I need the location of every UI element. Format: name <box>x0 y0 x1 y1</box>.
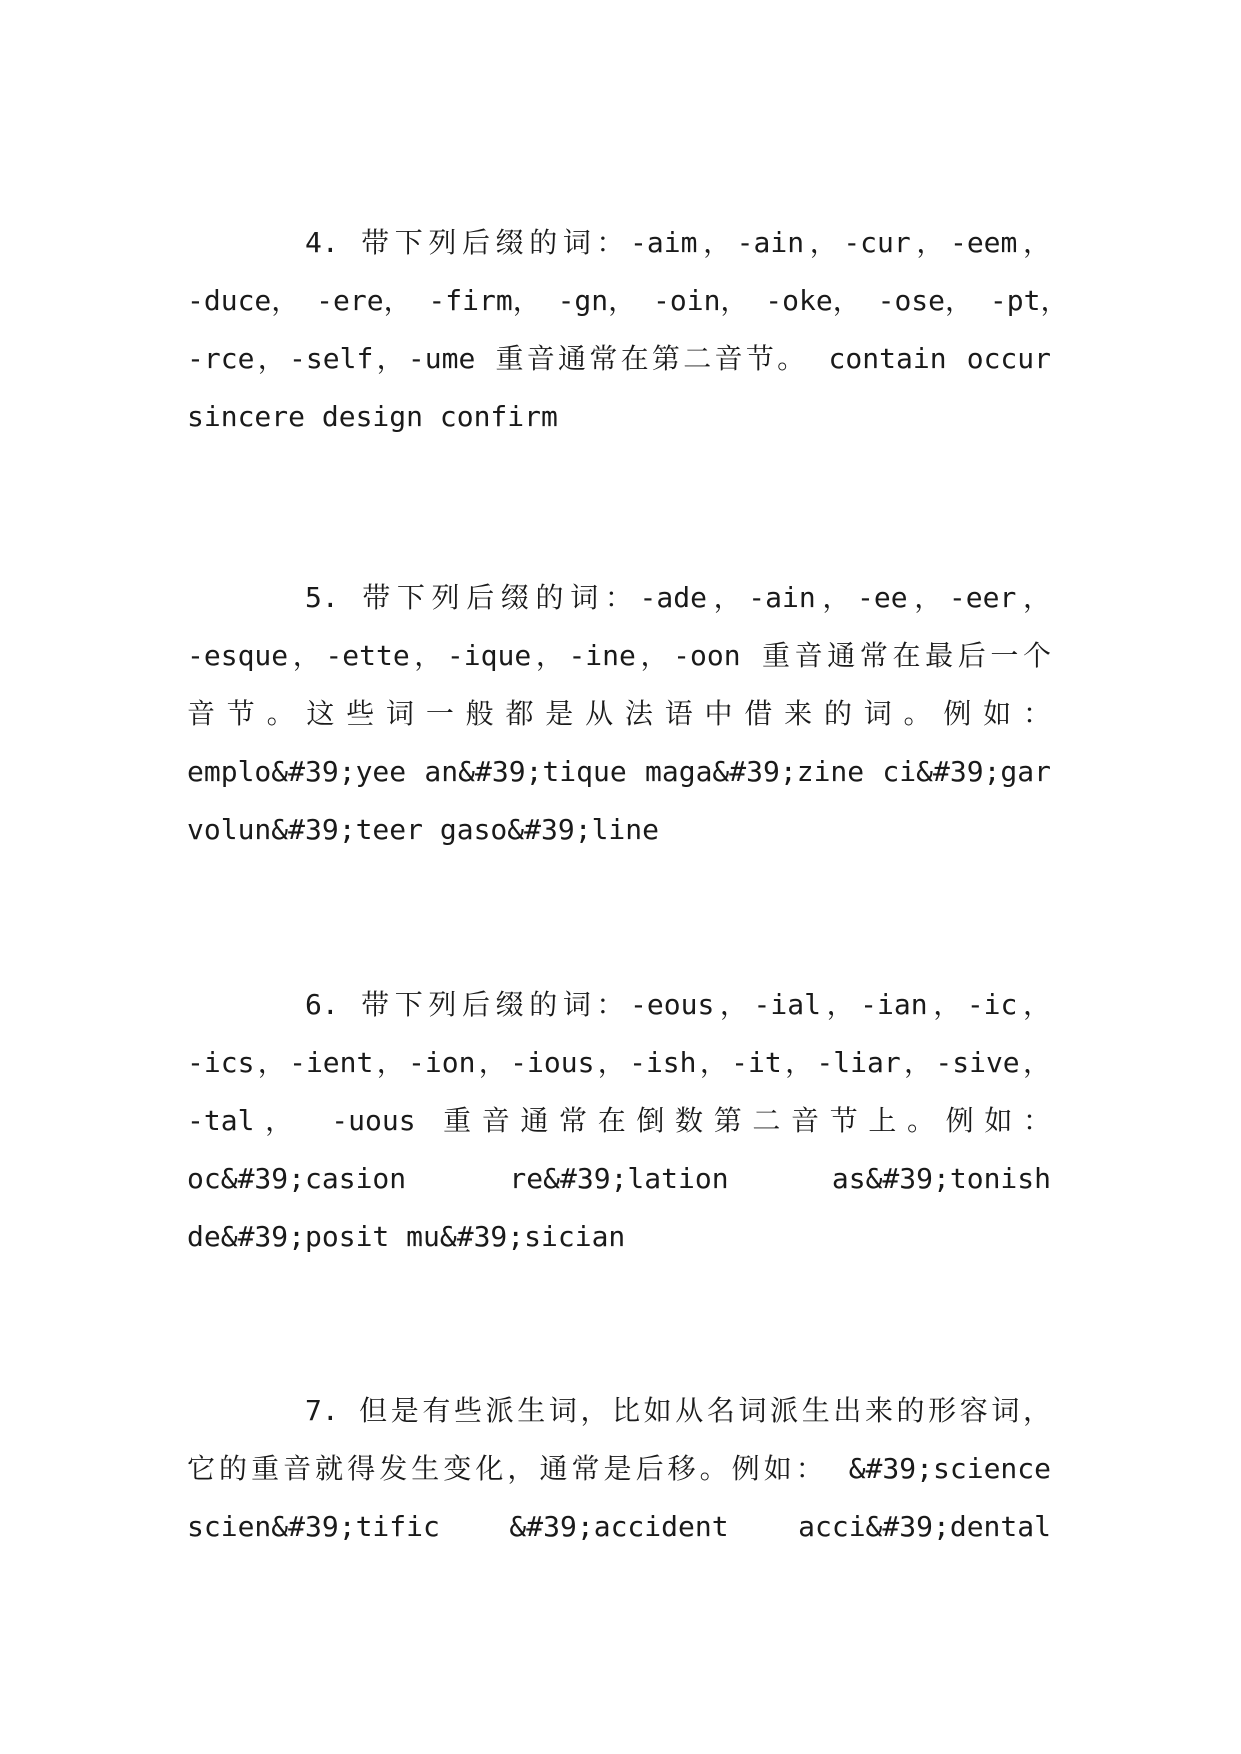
paragraph-4 <box>187 214 1069 446</box>
text-line: -rce，-self，-ume 重音通常在第二音节。 contain occur <box>187 342 1051 375</box>
paragraph-7 <box>187 1382 1051 1556</box>
text-line: de&#39;posit mu&#39;sician <box>187 1220 626 1253</box>
text-line: 音节。这些词一般都是从法语中借来的词。例如： <box>187 697 1051 730</box>
text-line: scien&#39;tific &#39;accident acci&#39;dental <box>187 1510 1051 1543</box>
text-line: 7. 但是有些派生词，比如从名词派生出来的形容词， <box>305 1394 1051 1427</box>
text-line: volun&#39;teer gaso&#39;line <box>187 813 660 846</box>
text-line: 4. 带下列后缀的词：-aim，-ain，-cur，-eem， <box>305 226 1051 259</box>
text-line: -duce， -ere， -firm， -gn， -oin， -oke， -ose， -pt， <box>187 284 1069 317</box>
text-line: -tal， -uous 重音通常在倒数第二音节上。例如： <box>187 1104 1051 1137</box>
text-line: -esque，-ette，-ique，-ine，-oon 重音通常在最后一个 <box>187 639 1051 672</box>
text-line: 5. 带下列后缀的词：-ade，-ain，-ee，-eer， <box>305 581 1051 614</box>
text-line: -ics，-ient，-ion，-ious，-ish，-it，-liar，-sive， <box>187 1046 1051 1079</box>
text-line: emplo&#39;yee an&#39;tique maga&#39;zine ci&#39;gar <box>187 755 1051 788</box>
text-line: 6. 带下列后缀的词：-eous，-ial，-ian，-ic， <box>305 988 1051 1021</box>
text-line: 它的重音就得发生变化，通常是后移。例如： &#39;science <box>187 1452 1051 1485</box>
paragraph-6 <box>187 976 1051 1266</box>
paragraph-5 <box>187 569 1051 859</box>
text-line: oc&#39;casion re&#39;lation as&#39;tonish <box>187 1162 1051 1195</box>
text-line: sincere design confirm <box>187 400 558 433</box>
